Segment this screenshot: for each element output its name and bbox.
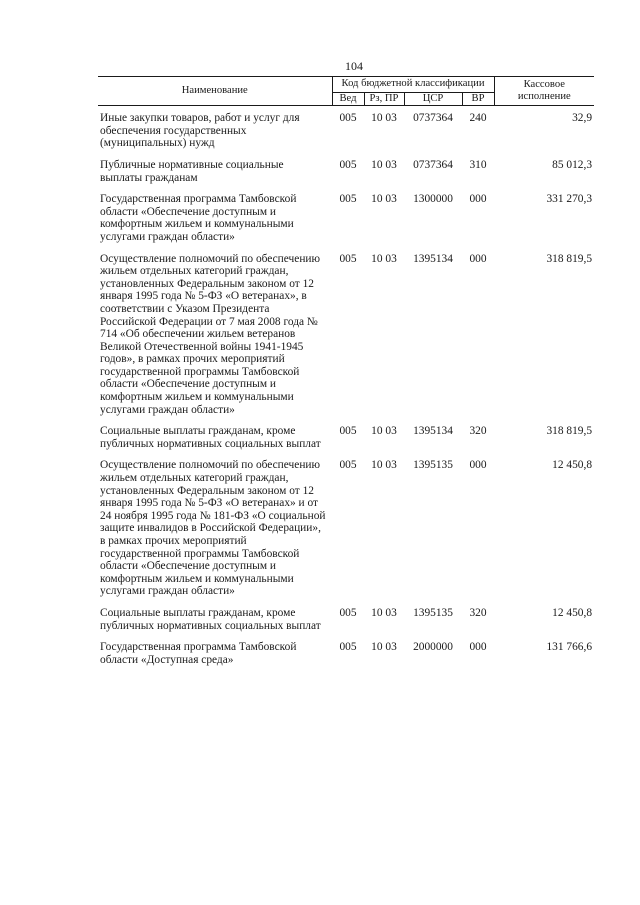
table-row <box>98 244 594 417</box>
row-vr: 000 <box>469 252 487 265</box>
table-body <box>98 106 594 667</box>
row-csr: 1395134 <box>413 425 453 438</box>
header-csr: ЦСР <box>404 92 462 106</box>
table-row <box>98 632 594 666</box>
header-vr: ВР <box>462 92 494 106</box>
header-ved: Вед <box>332 92 364 106</box>
row-rz-pr: 10 03 <box>371 112 397 125</box>
row-csr: 1395135 <box>413 459 453 472</box>
row-ved: 005 <box>339 606 357 619</box>
row-name: Государственная программа Тамбовской области «Доступная среда» <box>100 641 297 666</box>
row-name: Публичные нормативные социальные выплаты гражданам <box>100 158 284 184</box>
row-rz-pr: 10 03 <box>371 425 397 438</box>
row-vr: 240 <box>469 112 487 125</box>
row-name: Государственная программа Тамбовской области «Обеспечение доступным и комфортным жильем и коммунальными услугами граждан области» <box>100 193 297 243</box>
row-rz-pr: 10 03 <box>371 252 397 265</box>
table-row <box>98 598 594 632</box>
row-vr: 000 <box>469 193 487 206</box>
row-ved: 005 <box>339 158 357 171</box>
page-number: 104 <box>345 59 363 73</box>
row-amount: 318 819,5 <box>546 252 593 265</box>
row-ved: 005 <box>339 459 357 472</box>
row-name: Осуществление полномочий по обеспечению жильем отдельных категорий граждан, установленных Федеральным законом от 12 января 1995 года № 5-ФЗ «О ветеранах» и от 24 ноября 1995 года № 181-ФЗ «О социальной защите инвалидов в Российской Федерации», в рамках прочих мероприятий государственной программы Тамбовской области «Обеспечение доступным и комфортным жильем и коммунальными услугами граждан области» <box>100 459 326 598</box>
row-ved: 005 <box>339 641 357 654</box>
row-amount: 331 270,3 <box>546 193 593 206</box>
row-vr: 320 <box>469 425 487 438</box>
row-rz-pr: 10 03 <box>371 641 397 654</box>
row-vr: 000 <box>469 641 487 654</box>
table-row <box>98 106 594 150</box>
row-csr: 1300000 <box>413 193 453 206</box>
row-vr: 320 <box>469 606 487 619</box>
row-csr: 1395135 <box>413 606 453 619</box>
table-row <box>98 450 594 598</box>
row-rz-pr: 10 03 <box>371 158 397 171</box>
row-ved: 005 <box>339 112 357 125</box>
row-vr: 310 <box>469 158 487 171</box>
row-rz-pr: 10 03 <box>371 606 397 619</box>
row-name: Социальные выплаты гражданам, кроме публичных нормативных социальных выплат <box>100 606 321 632</box>
row-csr: 0737364 <box>413 112 453 125</box>
table-header <box>98 77 594 106</box>
row-rz-pr: 10 03 <box>371 193 397 206</box>
row-csr: 1395134 <box>413 252 453 265</box>
row-amount: 12 450,8 <box>552 606 593 619</box>
header-cash-execution <box>494 77 594 106</box>
row-name: Иные закупки товаров, работ и услуг для обеспечения государственных (муниципальных) нужд <box>100 112 300 150</box>
header-cash-execution-line1: Кассовое <box>523 79 565 91</box>
table-row <box>98 416 594 450</box>
row-ved: 005 <box>339 193 357 206</box>
row-amount: 318 819,5 <box>546 425 593 438</box>
row-csr: 2000000 <box>413 641 453 654</box>
row-amount: 12 450,8 <box>552 459 593 472</box>
header-cash-execution-line2: исполнение <box>517 91 571 103</box>
header-rz-pr: Рз, ПР <box>364 92 404 106</box>
table-row <box>98 150 594 184</box>
header-classification-code: Код бюджетной классификации <box>332 77 494 93</box>
row-ved: 005 <box>339 252 357 265</box>
row-csr: 0737364 <box>413 158 453 171</box>
row-amount: 32,9 <box>572 112 593 125</box>
row-ved: 005 <box>339 425 357 438</box>
budget-execution-table <box>98 76 594 666</box>
row-vr: 000 <box>469 459 487 472</box>
row-rz-pr: 10 03 <box>371 459 397 472</box>
table-row <box>98 184 594 243</box>
row-amount: 131 766,6 <box>546 641 593 654</box>
row-name: Социальные выплаты гражданам, кроме публичных нормативных социальных выплат <box>100 425 321 450</box>
row-name: Осуществление полномочий по обеспечению жильем отдельных категорий граждан, установленных Федеральным законом от 12 января 1995 года № 5-ФЗ «О ветеранах», в соответствии с Указом Президента Российской Федерации от 7 мая 2008 года № 714 «Об обеспечении жильем ветеранов Великой Отечественной войны 1941-1945 годов», в рамках прочих мероприятий государственной программы Тамбовской области «Обеспечение доступным и комфортным жильем и коммунальными услугами граждан области» <box>100 252 321 416</box>
header-name: Наименование <box>98 77 332 106</box>
row-amount: 85 012,3 <box>552 158 593 171</box>
